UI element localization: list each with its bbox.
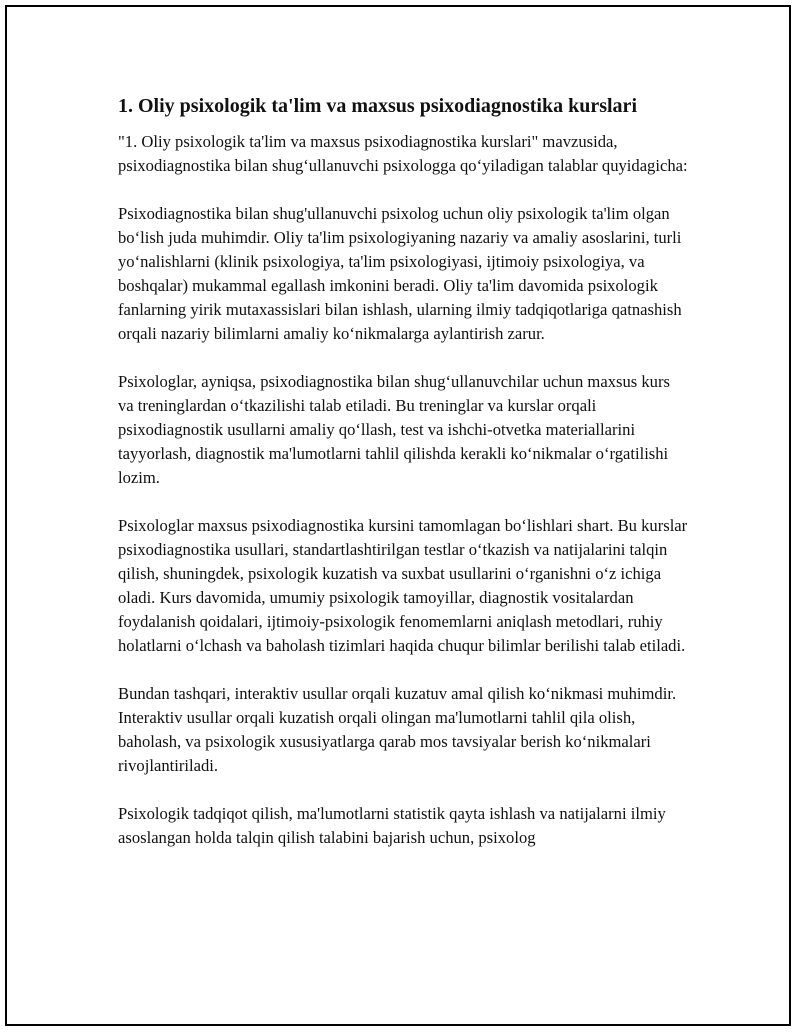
- document-heading: 1. Oliy psixologik ta'lim va maxsus psixodiagnostika kurslari: [118, 95, 637, 117]
- paragraph-higher-education: Psixodiagnostika bilan shug'ullanuvchi psixolog uchun oliy psixologik ta'lim olgan bo‘lish juda muhimdir. Oliy ta'lim psixologiyaning nazariy va amaliy asoslarini, turli yo‘nalishlarni (klinik psixologiya, ta'lim psixologiyasi, ijtimoiy psixologiya, va boshqalar) mukammal egallash imkonini beradi. Oliy ta'lim davomida psixologik fanlarning yirik mutaxassislari bilan ishlash, ularning ilmiy tadqiqotlariga qatnashish orqali nazariy bilimlarni amaliy ko‘nikmalarga aylantirish zarur.: [118, 204, 682, 343]
- document-body: [118, 92, 688, 874]
- paragraph-research: Psixologik tadqiqot qilish, ma'lumotlarni statistik qayta ishlash va natijalarni ilmiy asoslangan holda talqin qilish talabini bajarish uchun, psixolog: [118, 804, 666, 847]
- paragraph-intro: "1. Oliy psixologik ta'lim va maxsus psixodiagnostika kurslari" mavzusida, psixodiagnostika bilan shug‘ullanuvchi psixologga qo‘yiladigan talablar quyidagicha:: [118, 132, 688, 175]
- paragraph-special-training: Psixologlar, ayniqsa, psixodiagnostika bilan shug‘ullanuvchilar uchun maxsus kurs va treninglardan o‘tkazilishi talab etiladi. Bu treninglar va kurslar orqali psixodiagnostik usullarni amaliy qo‘llash, test va ishchi-otvetka materiallarini tayyorlash, diagnostik ma'lumotlarni tahlil qilishda kerakli ko‘nikmalar o‘rgatilishi lozim.: [118, 372, 670, 487]
- paragraph-diagnostics-course: Psixologlar maxsus psixodiagnostika kursini tamomlagan bo‘lishlari shart. Bu kurslar psixodiagnostika usullari, standartlashtirilgan testlar o‘tkazish va natijalarini talqin qilish, shuningdek, psixologik kuzatish va suxbat usullarini o‘rganishni o‘z ichiga oladi. Kurs davomida, umumiy psixologik tamoyillar, diagnostik vositalardan foydalanish qoidalari, ijtimoiy-psixologik fenomemlarni aniqlash metodlari, ruhiy holatlarni o‘lchash va baholash tizimlari haqida chuqur bilimlar berilishi talab etiladi.: [118, 516, 688, 655]
- paragraph-interactive-methods: Bundan tashqari, interaktiv usullar orqali kuzatuv amal qilish ko‘nikmasi muhimdir. Interaktiv usullar orqali kuzatish orqali olingan ma'lumotlarni tahlil qila olish, baholash, va psixologik xususiyatlarga qarab mos tavsiyalar berish ko‘nikmalari rivojlantiriladi.: [118, 684, 677, 775]
